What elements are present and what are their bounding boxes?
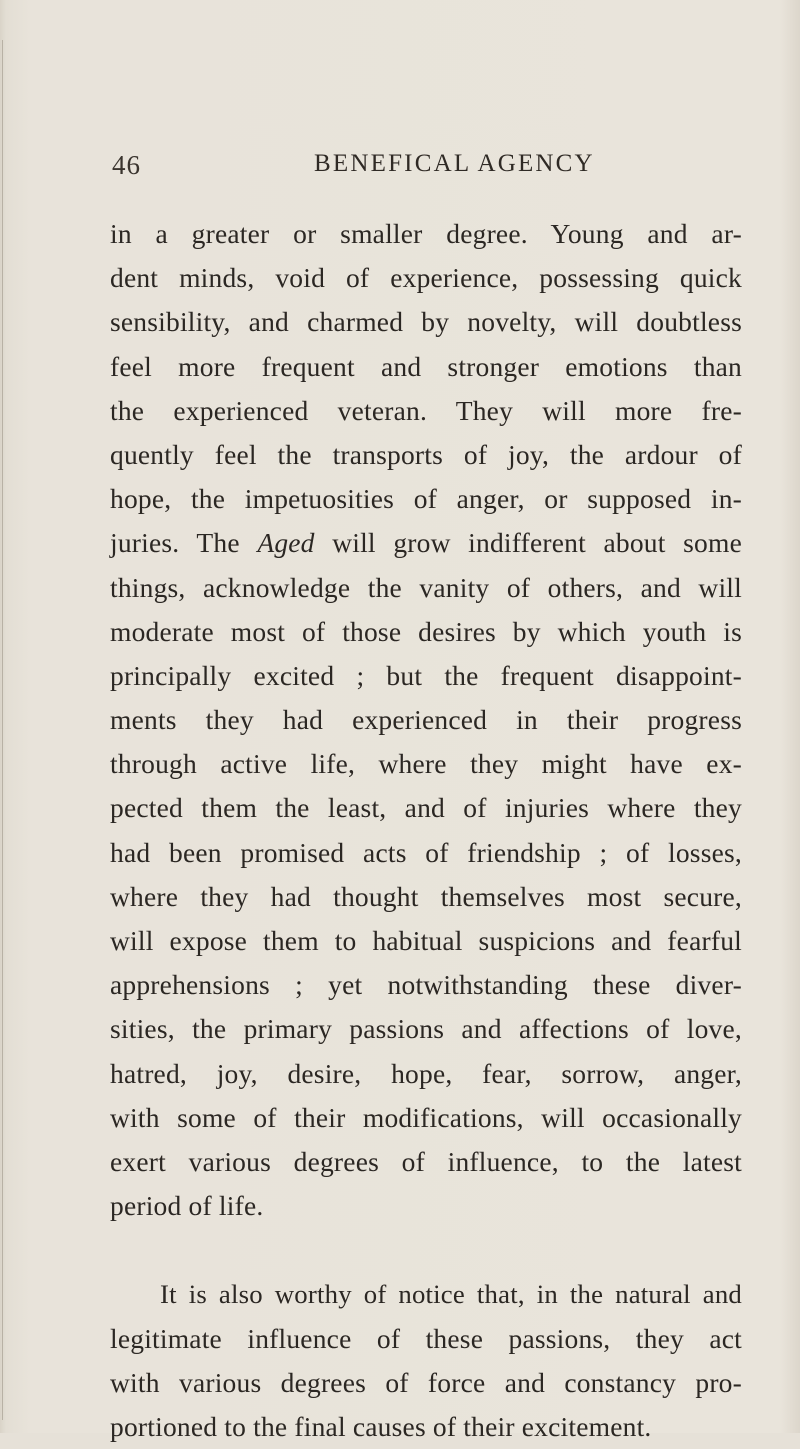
paragraph-1	[110, 212, 742, 1228]
text-line: apprehensions ; yet notwithstanding these diver-	[110, 969, 742, 1001]
text-line: with some of their modifications, will occasionally	[110, 1101, 742, 1133]
text-line: in a greater or smaller degree. Young and ar-	[110, 218, 742, 249]
text-line: quently feel the transports of joy, the ardour of	[110, 438, 742, 470]
text-line: where they had thought themselves most secure,	[110, 880, 742, 912]
text-line: with various degrees of force and constancy pro-	[110, 1366, 742, 1398]
emphasis: Aged	[257, 527, 315, 559]
running-head: BENEFICAL AGENCY	[314, 150, 595, 177]
text-line: juries. The Aged will grow indifferent about some	[110, 527, 742, 559]
text-line: things, acknowledge the vanity of others, and will	[110, 571, 742, 603]
text-line: sities, the primary passions and affections of love,	[110, 1013, 742, 1045]
text-line: portioned to the final causes of their excitement.	[110, 1410, 652, 1442]
text-line: dent minds, void of experience, possessing quick	[110, 262, 742, 294]
text-line: hope, the impetuosities of anger, or supposed in-	[110, 483, 742, 515]
text-line: legitimate influence of these passions, they act	[110, 1322, 742, 1354]
text-line: hatred, joy, desire, hope, fear, sorrow, anger,	[110, 1057, 742, 1089]
text-line: It is also worthy of notice that, in the natural and	[160, 1279, 742, 1310]
text-line: had been promised acts of friendship ; of losses,	[110, 836, 742, 868]
text-line: principally excited ; but the frequent disappoint-	[110, 659, 742, 691]
text-line: sensibility, and charmed by novelty, will doubtless	[110, 306, 742, 338]
page-edge	[2, 40, 3, 1420]
text-line: through active life, where they might have ex-	[110, 748, 742, 780]
text-line: feel more frequent and stronger emotions than	[110, 350, 742, 382]
page-number: 46	[112, 150, 141, 180]
text-line: will expose them to habitual suspicions and fearful	[110, 925, 742, 956]
text-line: the experienced veteran. They will more fre-	[110, 394, 742, 426]
text-line: moderate most of those desires by which youth is	[110, 615, 742, 647]
paragraph-2	[110, 1272, 742, 1449]
page-header	[112, 150, 722, 190]
text-line: exert various degrees of influence, to the latest	[110, 1145, 742, 1177]
body-text	[110, 212, 742, 1449]
text-line: period of life.	[110, 1190, 264, 1222]
text-line: ments they had experienced in their progress	[110, 704, 742, 736]
text-line: pected them the least, and of injuries where they	[110, 792, 742, 824]
paragraph-gap	[110, 1228, 742, 1272]
